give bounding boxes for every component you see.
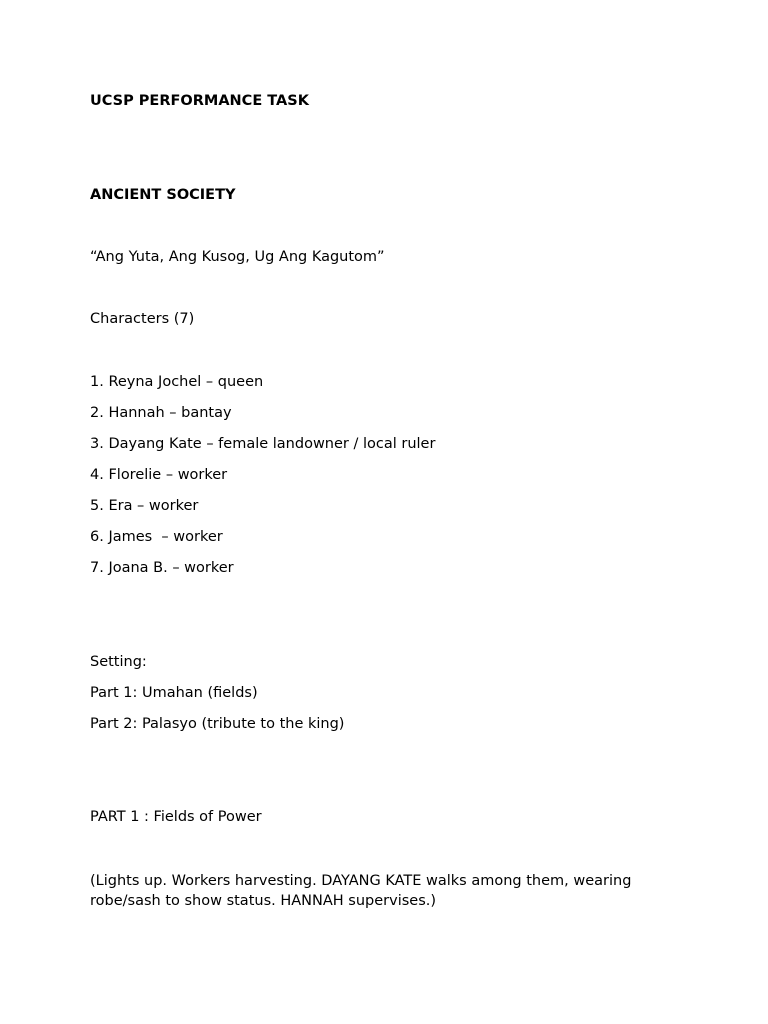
play-title: “Ang Yuta, Ang Kusog, Ug Ang Kagutom” <box>90 249 385 265</box>
section-heading: ANCIENT SOCIETY <box>90 187 236 203</box>
character-item: 7. Joana B. – worker <box>90 560 234 576</box>
stage-direction: (Lights up. Workers harvesting. DAYANG KATE walks among them, wearing robe/sash to show status. HANNAH supervises.) <box>90 873 632 909</box>
document-title: UCSP PERFORMANCE TASK <box>90 93 309 109</box>
character-item: 2. Hannah – bantay <box>90 405 232 421</box>
character-item: 3. Dayang Kate – female landowner / local ruler <box>90 436 436 452</box>
character-item: 1. Reyna Jochel – queen <box>90 374 264 390</box>
part1-heading: PART 1 : Fields of Power <box>90 809 262 825</box>
character-item: 5. Era – worker <box>90 498 199 514</box>
setting-part: Part 1: Umahan (fields) <box>90 685 258 701</box>
characters-heading: Characters (7) <box>90 311 195 327</box>
character-item: 4. Florelie – worker <box>90 467 228 483</box>
setting-heading: Setting: <box>90 654 147 670</box>
setting-part: Part 2: Palasyo (tribute to the king) <box>90 716 345 732</box>
character-item: 6. James – worker <box>90 529 223 545</box>
